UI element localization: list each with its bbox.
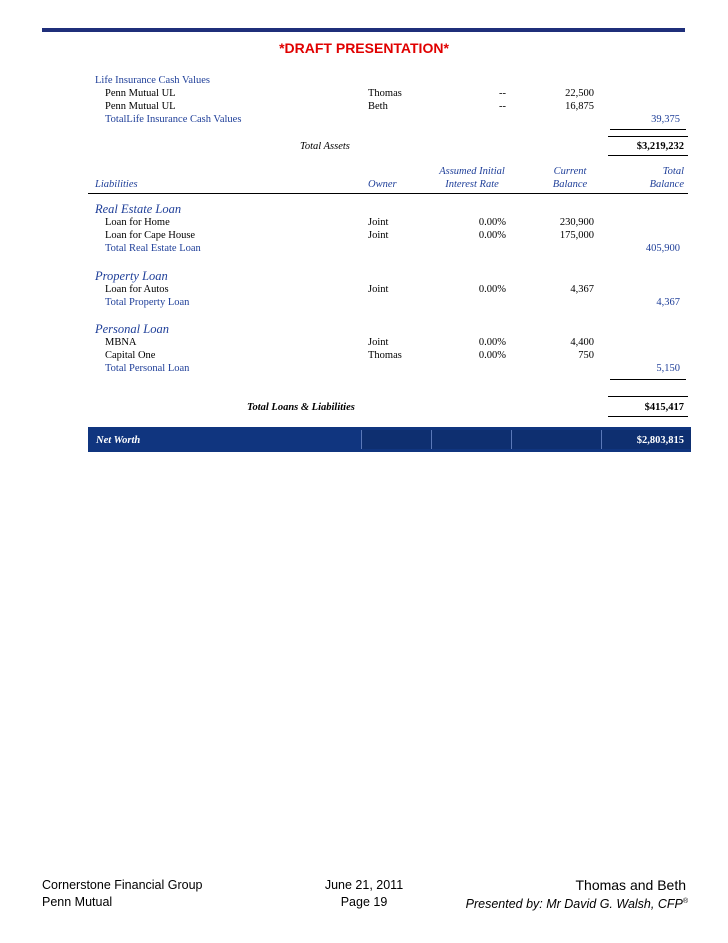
net-worth-cell	[361, 430, 431, 449]
net-worth-value: $2,803,815	[636, 435, 684, 446]
row-value: 750	[578, 350, 594, 361]
row-owner: Joint	[368, 230, 389, 241]
row-value: 4,400	[570, 337, 594, 348]
total-liabilities-value: $415,417	[644, 402, 684, 413]
col-total-line1: Total	[662, 166, 684, 177]
row-value: 22,500	[565, 88, 594, 99]
header-rule-bottom	[88, 193, 688, 194]
footer-presented-by-text: Presented by: Mr David G. Walsh, CFP	[465, 897, 683, 912]
row-rate: --	[499, 101, 506, 112]
section-total-label: Total Personal Loan	[105, 363, 190, 374]
row-owner: Beth	[368, 101, 388, 112]
footer-date: June 21, 2011	[324, 878, 404, 892]
row-owner: Joint	[368, 284, 389, 295]
col-total-line2: Balance	[649, 179, 684, 190]
row-rate: 0.00%	[478, 350, 506, 361]
section-total-value: 405,900	[645, 243, 680, 254]
total-rule	[610, 379, 686, 380]
section-total-value: 4,367	[656, 297, 680, 308]
section-title-personal-loan: Personal Loan	[95, 322, 169, 336]
row-name: Penn Mutual UL	[105, 88, 176, 99]
section-title-real-estate-loan: Real Estate Loan	[95, 202, 182, 216]
row-rate: 0.00%	[478, 337, 506, 348]
row-name: Loan for Autos	[105, 284, 169, 295]
row-owner: Joint	[368, 217, 389, 228]
footer-page: Page 19	[340, 895, 388, 909]
col-rate-line2: Interest Rate	[445, 179, 499, 190]
draft-title: *DRAFT PRESENTATION*	[279, 40, 449, 56]
section-total-label: Total Real Estate Loan	[105, 243, 201, 254]
footer-carrier: Penn Mutual	[42, 895, 113, 909]
row-name: Penn Mutual UL	[105, 101, 176, 112]
row-value: 4,367	[570, 284, 594, 295]
registered-mark: ®	[682, 898, 688, 905]
row-owner: Thomas	[368, 88, 402, 99]
section-total-label: Total Property Loan	[105, 297, 190, 308]
section-total-label: TotalLife Insurance Cash Values	[105, 114, 242, 125]
section-title-life-insurance: Life Insurance Cash Values	[95, 75, 210, 86]
net-worth-cell	[511, 430, 601, 449]
row-name: Loan for Home	[105, 217, 170, 228]
row-name: Loan for Cape House	[105, 230, 196, 241]
row-value: 16,875	[565, 101, 594, 112]
row-name: MBNA	[105, 337, 137, 348]
col-current-line1: Current	[553, 166, 587, 177]
section-total-value: 5,150	[656, 363, 680, 374]
total-rule	[610, 129, 686, 130]
footer-client: Thomas and Beth	[575, 877, 686, 893]
section-total-value: 39,375	[651, 114, 680, 125]
col-current-line2: Balance	[552, 179, 588, 190]
section-title-property-loan: Property Loan	[95, 269, 168, 283]
row-value: 230,900	[559, 217, 594, 228]
col-liabilities: Liabilities	[95, 179, 138, 190]
row-value: 175,000	[559, 230, 594, 241]
row-owner: Joint	[368, 337, 389, 348]
row-rate: 0.00%	[478, 217, 506, 228]
col-rate-line1: Assumed Initial	[439, 166, 505, 177]
total-liabilities-label: Total Loans & Liabilities	[247, 402, 355, 413]
row-owner: Thomas	[368, 350, 402, 361]
total-assets-value: $3,219,232	[636, 141, 684, 152]
footer-company: Cornerstone Financial Group	[42, 878, 203, 892]
row-name: Capital One	[105, 350, 156, 361]
net-worth-label: Net Worth	[96, 435, 141, 446]
net-worth-cell	[431, 430, 511, 449]
footer-presented-by	[420, 894, 688, 912]
row-rate: 0.00%	[478, 284, 506, 295]
row-rate: --	[499, 88, 506, 99]
header-rule	[42, 28, 685, 32]
total-assets-label: Total Assets	[300, 141, 350, 152]
row-rate: 0.00%	[478, 230, 506, 241]
col-owner: Owner	[368, 179, 397, 190]
